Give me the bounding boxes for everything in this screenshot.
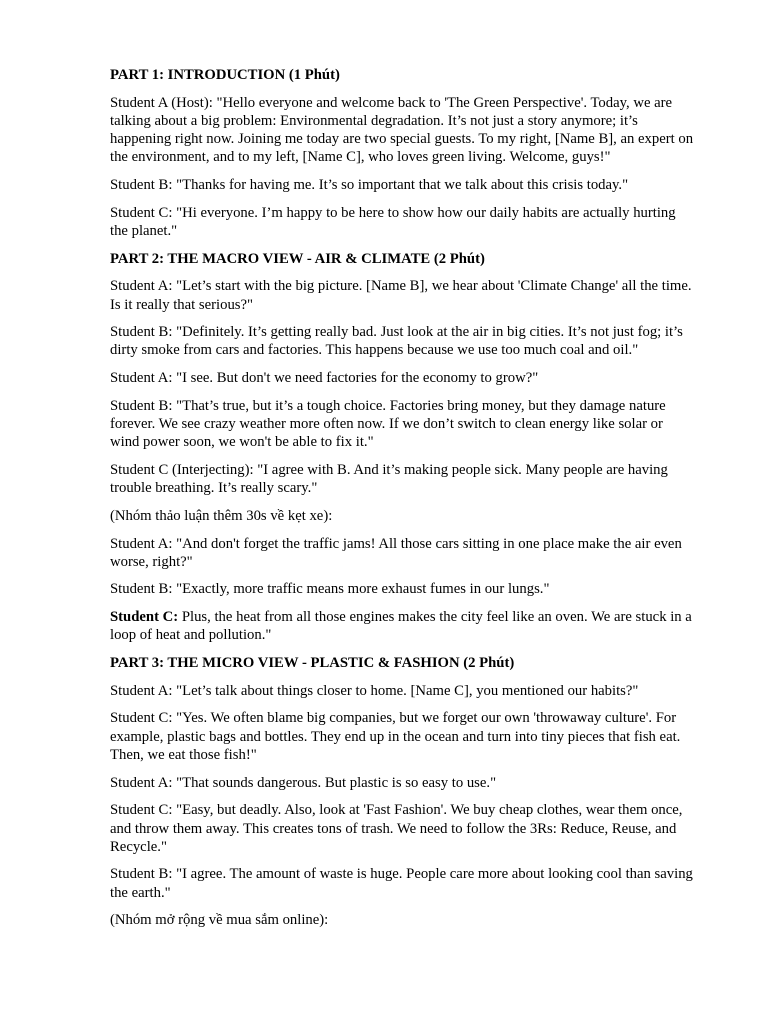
dialogue-line: Student B: "Thanks for having me. It’s so important that we talk about this crisis today." <box>110 177 629 194</box>
group-note: (Nhóm thảo luận thêm 30s về kẹt xe): <box>110 507 333 524</box>
dialogue-line <box>110 608 695 644</box>
speaker-label: Student C: <box>110 609 179 626</box>
dialogue-line: Student B: "Definitely. It’s getting really bad. Just look at the air in big cities. It’s not just fog; it’s dirty smoke from cars and factories. This happens because we use too much coal and oil." <box>110 324 683 359</box>
dialogue-line: Student C: "Yes. We often blame big companies, but we forget our own 'throwaway culture'. For example, plastic bags and bottles. They end up in the ocean and turn into tiny pieces that fish eat. Then, we eat those fish!" <box>110 710 681 763</box>
dialogue-line: Student C: "Easy, but deadly. Also, look at 'Fast Fashion'. We buy cheap clothes, wear them once, and throw them away. This creates tons of trash. We need to follow the 3Rs: Reduce, Reuse, and Recycle." <box>110 802 683 855</box>
group-note: (Nhóm mở rộng về mua sắm online): <box>110 912 329 929</box>
dialogue-line: Student B: "I agree. The amount of waste is huge. People care more about looking cool than saving the earth." <box>110 866 693 901</box>
dialogue-line: Student C (Interjecting): "I agree with B. And it’s making people sick. Many people are having trouble breathing. It’s really scary." <box>110 461 668 497</box>
part3-heading: PART 3: THE MICRO VIEW - PLASTIC & FASHION (2 Phút) <box>110 655 515 672</box>
dialogue-line: Student C: "Hi everyone. I’m happy to be here to show how our daily habits are actually hurting the planet." <box>110 204 676 239</box>
dialogue-line: Student A: "Let’s start with the big picture. [Name B], we hear about 'Climate Change' all the time. Is it really that serious?" <box>110 278 692 313</box>
dialogue-line: Student A: "That sounds dangerous. But plastic is so easy to use." <box>110 774 497 791</box>
dialogue-text: Plus, the heat from all those engines makes the city feel like an oven. We are stuck in a loop of heat and pollution." <box>110 609 692 644</box>
dialogue-line: Student A: "Let’s talk about things closer to home. [Name C], you mentioned our habits?" <box>110 682 639 699</box>
part2-heading: PART 2: THE MACRO VIEW - AIR & CLIMATE (2 Phút) <box>110 250 485 267</box>
dialogue-line: Student A (Host): "Hello everyone and welcome back to 'The Green Perspective'. Today, we are talking about a big problem: Environmental degradation. It’s not just a story anymore; it’s happening right now. Joining me today are two special guests. To my right, [Name B], an expert on the environment, and to my left, [Name C], who loves green living. Welcome, guys!" <box>110 94 694 166</box>
dialogue-line: Student B: "That’s true, but it’s a tough choice. Factories bring money, but they damage nature forever. We see crazy weather more often now. If we don’t switch to clean energy like solar or wind power soon, we won't be able to fix it." <box>110 397 666 451</box>
dialogue-line: Student A: "I see. But don't we need factories for the economy to grow?" <box>110 370 539 387</box>
dialogue-line: Student A: "And don't forget the traffic jams! All those cars sitting in one place make the air even worse, right?" <box>110 535 682 570</box>
dialogue-line: Student B: "Exactly, more traffic means more exhaust fumes in our lungs." <box>110 581 550 598</box>
part1-heading: PART 1: INTRODUCTION (1 Phút) <box>110 67 340 83</box>
document-page <box>110 66 695 939</box>
